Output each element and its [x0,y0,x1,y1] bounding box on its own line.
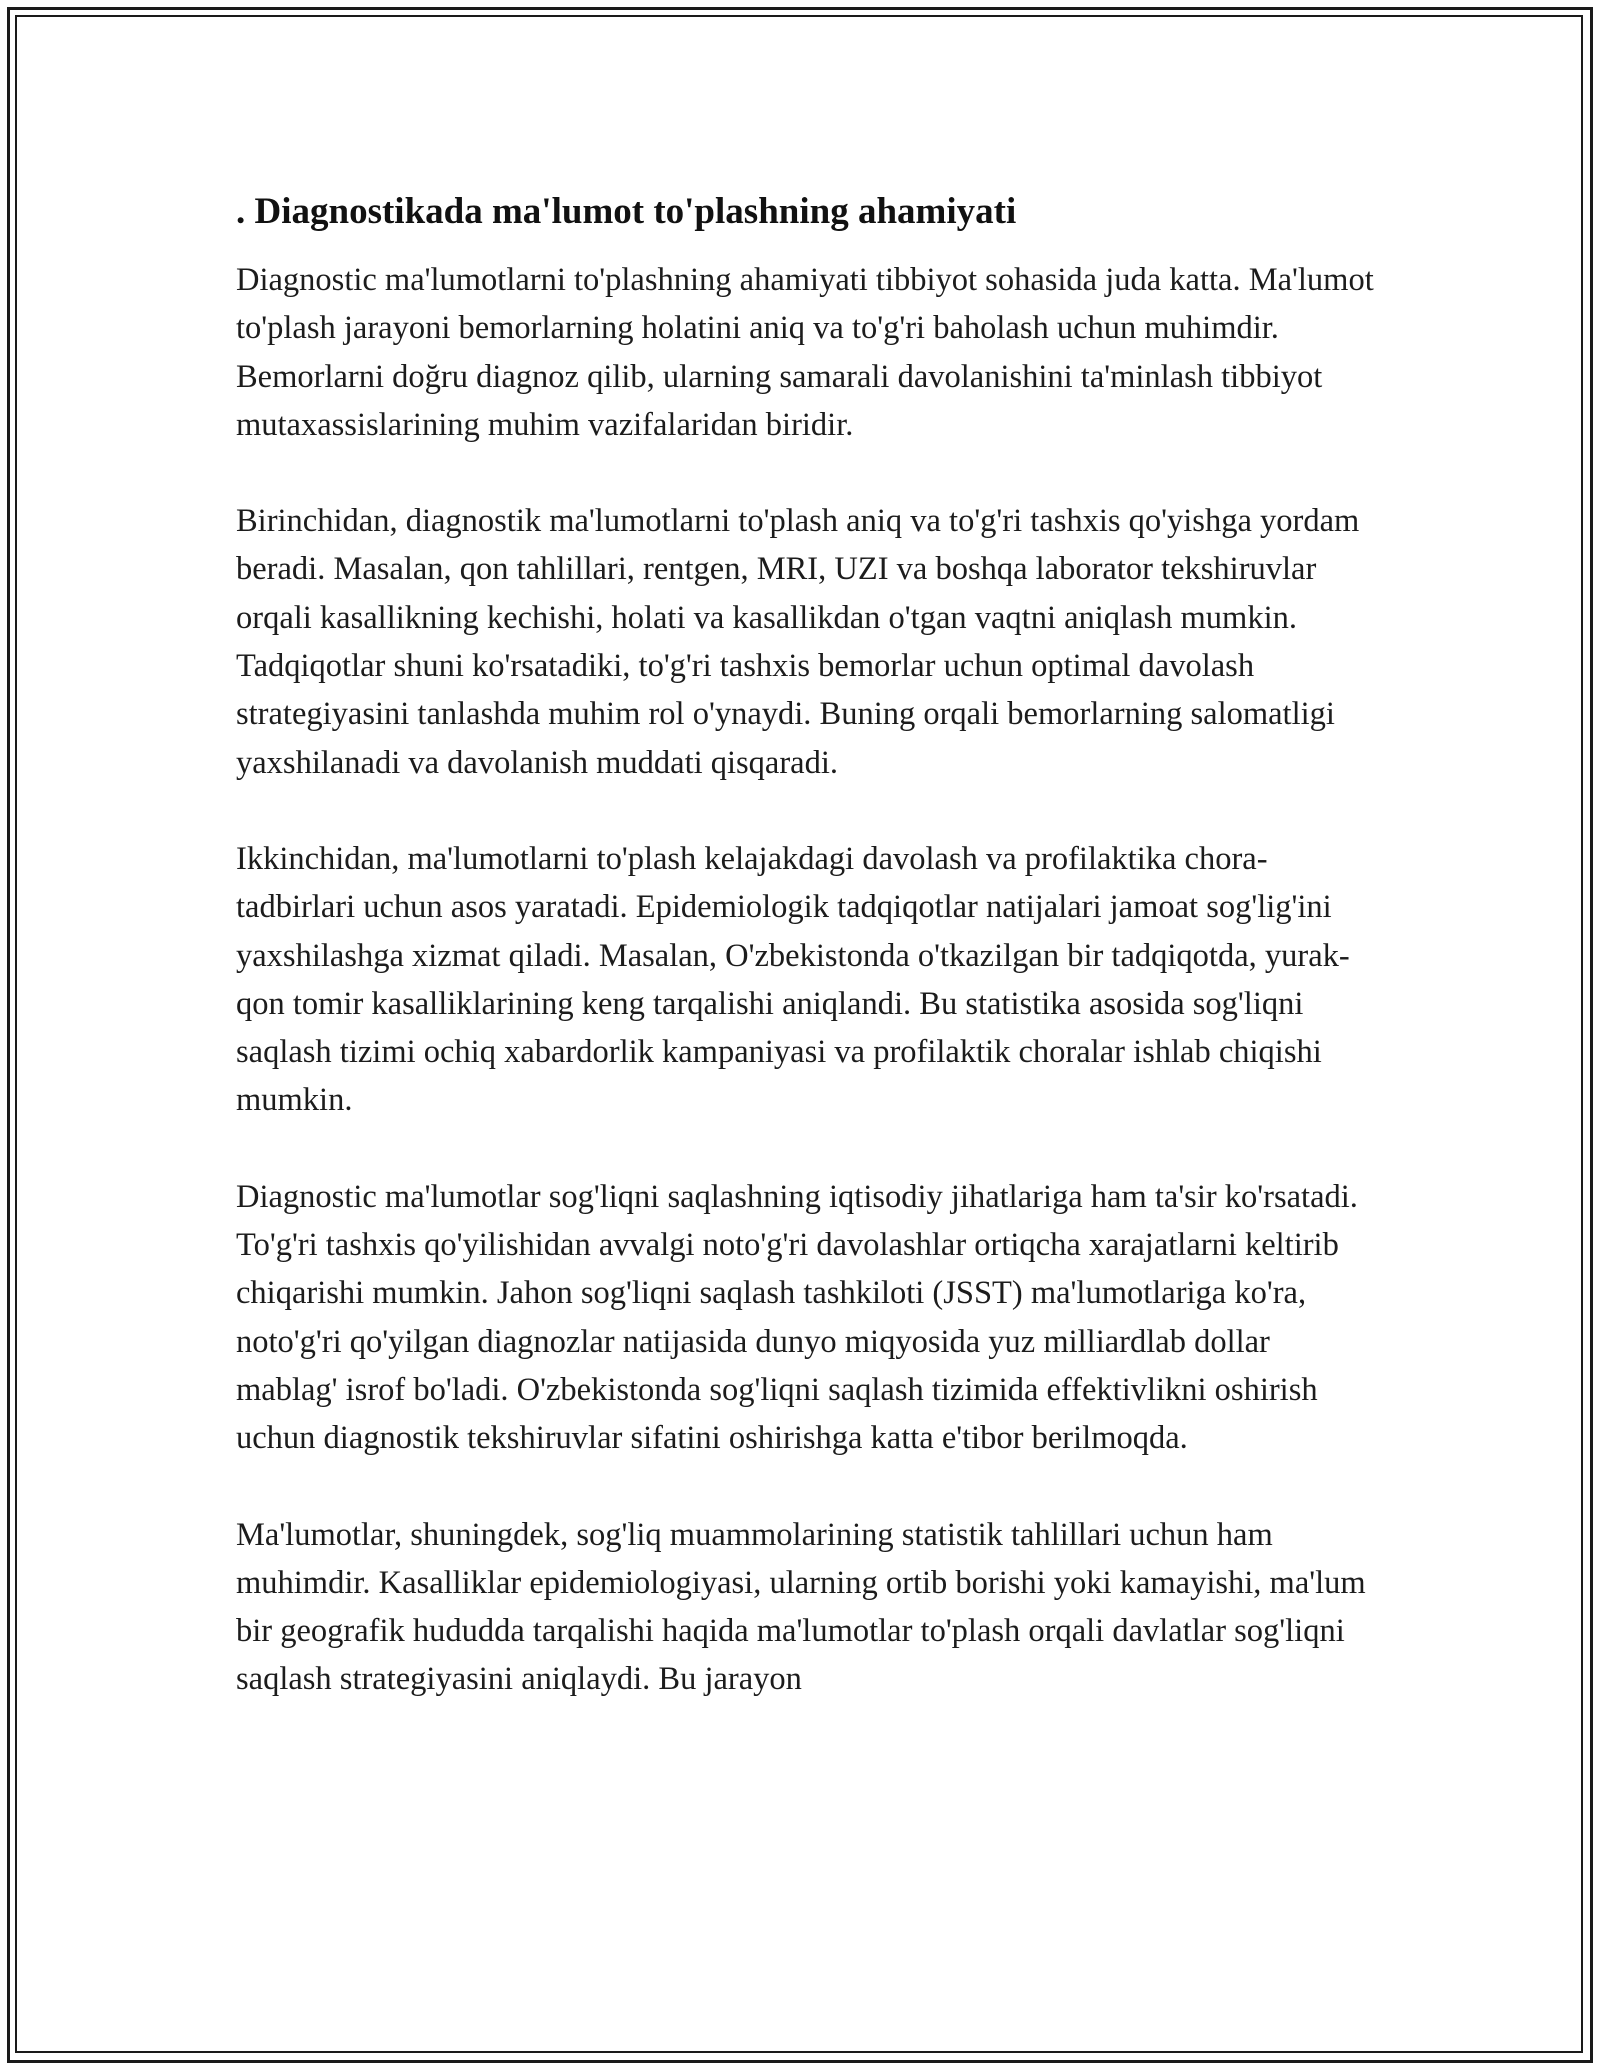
document-body [236,186,1376,1704]
paragraph-second-point: Ikkinchidan, ma'lumotlarni to'plash kelajakdagi davolash va profilaktika chora-tadbirlari uchun asos yaratadi. Epidemiologik tadqiqotlar natijalari jamoat sog'lig'ini yaxshilashga xizmat qiladi. Masalan, O'zbekistonda o'tkazilgan bir tadqiqotda, yurak-qon tomir kasalliklarining keng tarqalishi aniqlandi. Bu statistika asosida sog'liqni saqlash tizimi ochiq xabardorlik kampaniyasi va profilaktik choralar ishlab chiqishi mumkin. [236,840,1350,1119]
paragraph-statistics: Ma'lumotlar, shuningdek, sog'liq muammolarining statistik tahlillari uchun ham muhimdir. Kasalliklar epidemiologiyasi, ularning ortib borishi yoki kamayishi, ma'lum bir geografik hududda tarqalishi haqida ma'lumotlar to'plash orqali davlatlar sog'liqni saqlash strategiyasini aniqlaydi. Bu jarayon [236,1516,1366,1698]
paragraph-intro: Diagnostic ma'lumotlarni to'plashning ahamiyati tibbiyot sohasida juda katta. Ma'lumot to'plash jarayoni bemorlarning holatini aniq va to'g'ri baholash uchun muhimdir. Bemorlarni doğru diagnoz qilib, ularning samarali davolanishini ta'minlash tibbiyot mutaxassislarining muhim vazifalaridan biridir. [236,262,1374,443]
paragraph-first-point: Birinchidan, diagnostik ma'lumotlarni to'plash aniq va to'g'ri tashxis qo'yishga yordam beradi. Masalan, qon tahlillari, rentgen, MRI, UZI va boshqa laborator tekshiruvlar orqali kasallikning kechishi, holati va kasallikdan o'tgan vaqtni aniqlash mumkin. Tadqiqotlar shuni ko'rsatadiki, to'g'ri tashxis bemorlar uchun optimal davolash strategiyasini tanlashda muhim rol o'ynaydi. Buning orqali bemorlarning salomatligi yaxshilanadi va davolanish muddati qisqaradi. [236,503,1360,781]
paragraph-economic: Diagnostic ma'lumotlar sog'liqni saqlashning iqtisodiy jihatlariga ham ta'sir ko'rsatadi. To'g'ri tashxis qo'yilishidan avvalgi noto'g'ri davolashlar ortiqcha xarajatlarni keltirib chiqarishi mumkin. Jahon sog'liqni saqlash tashkiloti (JSST) ma'lumotlariga ko'ra, noto'g'ri qo'yilgan diagnozlar natijasida dunyo miqyosida yuz milliardlab dollar mablag' isrof bo'ladi. O'zbekistonda sog'liqni saqlash tizimida effektivlikni oshirish uchun diagnostik tekshiruvlar sifatini oshirishga katta e'tibor berilmoqda. [236,1178,1358,1457]
section-heading: . Diagnostikada ma'lumot to'plashning ahamiyati [236,191,1017,232]
